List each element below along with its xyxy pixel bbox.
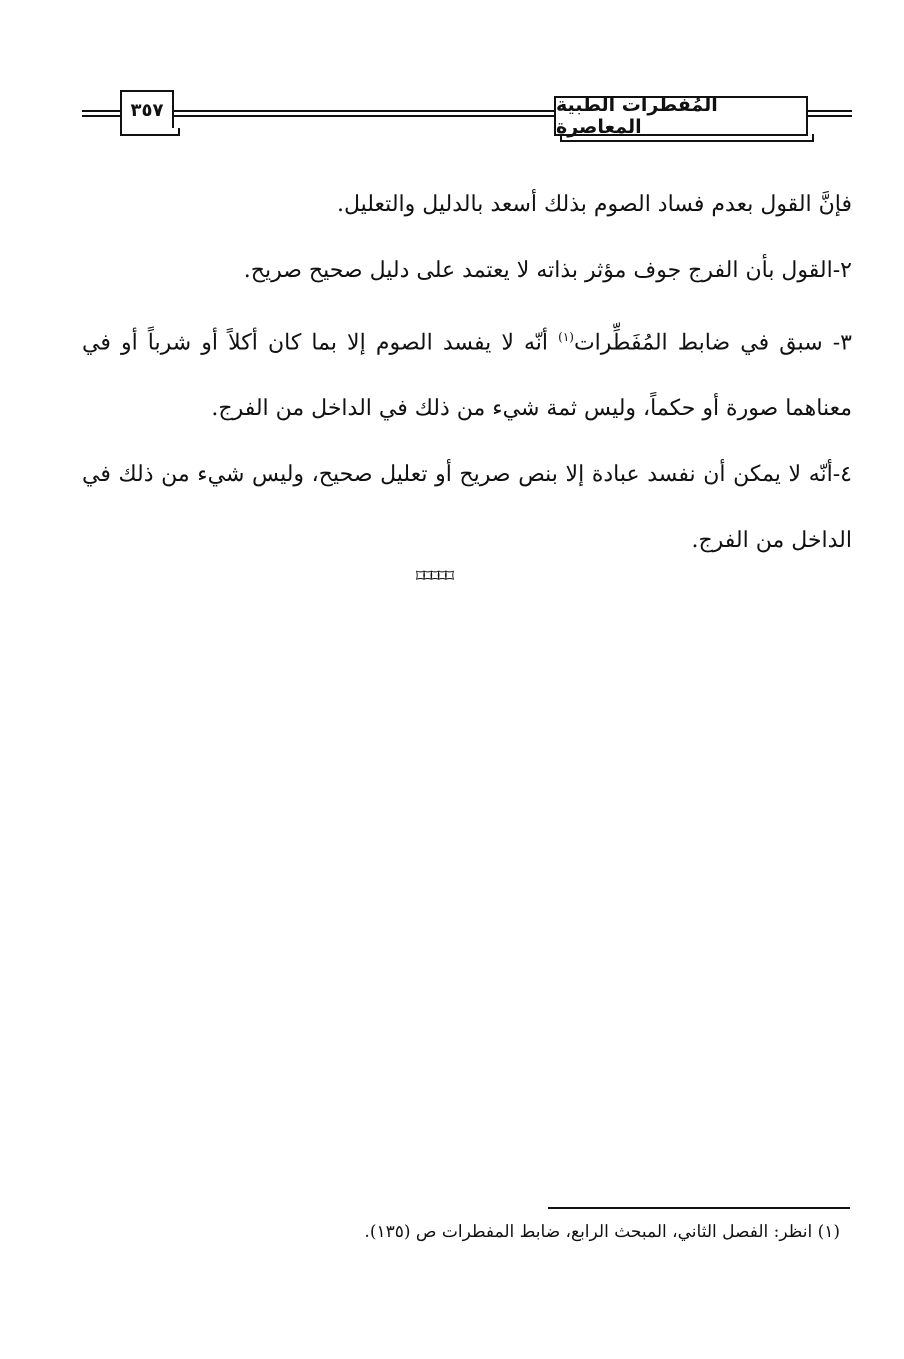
- footnote-separator: [548, 1207, 850, 1209]
- paragraph-3-start: ٣- سبق في ضابط المُفَطِّرات: [573, 330, 852, 356]
- paragraph-3-end: أنّه لا يفسد الصوم إلا بما كان أكلاً أو شرباً أو في معناهما صورة أو حكماً، وليس ثمة شيء من ذلك في الداخل من الفرج.: [82, 330, 852, 422]
- section-end-ornament: ⌑⌑⌑⌑⌑: [415, 566, 453, 587]
- footnote: (١) انظر: الفصل الثاني، المبحث الرابع، ضابط المفطرات ص (١٣٥).: [364, 1222, 840, 1242]
- paragraph-1: فإنَّ القول بعدم فساد الصوم بذلك أسعد بالدليل والتعليل.: [336, 192, 852, 217]
- page-header: [82, 86, 852, 144]
- header-rule-left: [82, 110, 122, 117]
- header-rule-right: [808, 110, 852, 117]
- paragraph-4: ٤-أنّه لا يمكن أن نفسد عبادة إلا بنص صريح أو تعليل صحيح، وليس شيء من ذلك في الداخل من الفرج.: [82, 462, 852, 554]
- page-number: ٣٥٧: [120, 90, 174, 130]
- main-text: [82, 172, 852, 574]
- paragraph-3: [82, 304, 852, 442]
- header-rule-middle: [174, 110, 556, 117]
- paragraph-2: ٢-القول بأن الفرج جوف مؤثر بذاته لا يعتمد على دليل صحيح صريح.: [243, 258, 852, 283]
- footnote-reference[interactable]: (١): [558, 330, 574, 344]
- running-title: المُفطرات الطبية المعاصرة: [554, 96, 808, 136]
